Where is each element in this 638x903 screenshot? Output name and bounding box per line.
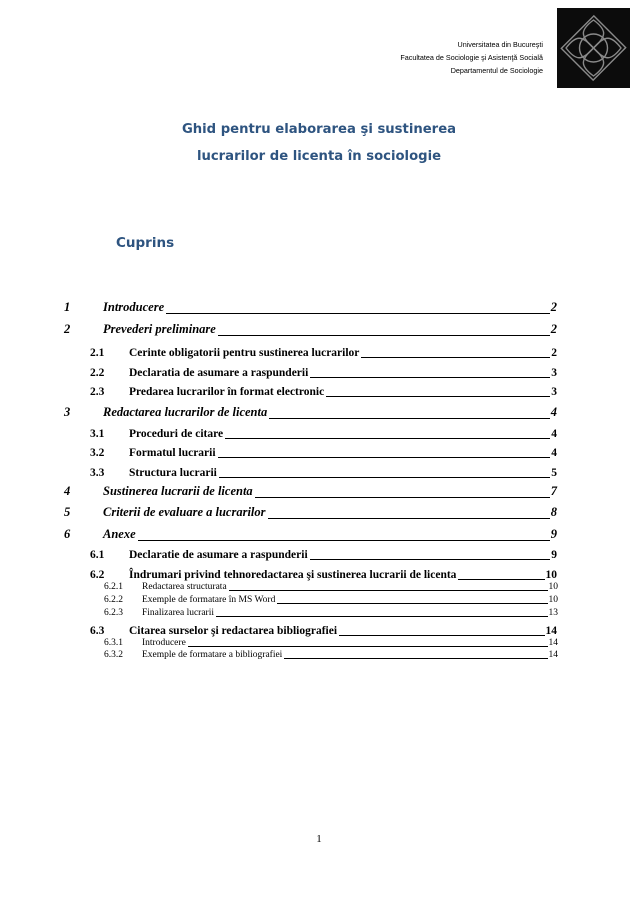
toc-leader-line [310,559,551,560]
toc-entry-page: 14 [548,638,558,648]
toc-entry-page: 4 [550,405,557,419]
toc-entry[interactable] [0,527,638,542]
toc-entry-title: Anexe [103,527,136,541]
toc-entry-number: 2.1 [90,347,105,359]
toc-entry-page: 14 [548,650,558,660]
toc-entry-number: 6.3.2 [104,650,123,660]
toc-entry[interactable] [0,300,638,315]
toc-entry-title: Cerinte obligatorii pentru sustinerea lucrarilor [129,347,360,359]
toc-entry-title: Îndrumari privind tehnoredactarea şi sustinerea lucrarii de licenta [129,569,457,581]
toc-entry-page: 2 [550,322,557,336]
toc-entry-page: 3 [551,367,557,379]
toc-entry-page: 7 [550,484,557,498]
toc-entry-number: 2 [64,322,71,336]
institution-header [400,38,543,77]
toc-entry-title: Declaratia de asumare a raspunderii [129,367,309,379]
toc-entry-title: Exemple de formatare a bibliografiei [142,650,283,660]
toc-entry[interactable] [0,649,638,660]
toc-entry-title: Sustinerea lucrarii de licenta [103,484,253,498]
university-emblem-icon [557,8,630,88]
toc-entry-number: 3.1 [90,428,105,440]
toc-entry-page: 2 [551,347,557,359]
toc-entry-title: Exemple de formatare în MS Word [142,595,276,605]
toc-entry-page: 10 [548,582,558,592]
toc-leader-line [216,616,547,617]
toc-leader-line [326,396,550,397]
toc-entry-title: Criterii de evaluare a lucrarilor [103,505,266,519]
toc-entry-title: Structura lucrarii [129,467,217,479]
toc-entry[interactable] [0,384,638,398]
toc-entry-page: 2 [550,300,557,314]
toc-entry-number: 6.3 [90,625,105,637]
toc-leader-line [361,357,550,358]
toc-entry-number: 6.1 [90,549,105,561]
toc-leader-line [269,418,550,419]
toc-entry-page: 9 [550,527,557,541]
header-university: Universitatea din Bucureşti [457,40,543,49]
toc-leader-line [339,635,544,636]
toc-entry-title: Citarea surselor şi redactarea bibliografiei [129,625,338,637]
toc-entry[interactable] [0,623,638,637]
toc-entry-title: Finalizarea lucrarii [142,608,215,618]
toc-entry-page: 10 [545,569,557,581]
toc-leader-line [188,646,548,647]
toc-leader-line [138,540,550,541]
header-faculty: Facultatea de Sociologie şi Asistenţă Socială [400,53,543,62]
toc-entry-title: Introducere [142,638,186,648]
toc-entry[interactable] [0,607,638,618]
toc-entry-number: 6.2.2 [104,595,123,605]
toc-entry-page: 3 [551,386,557,398]
toc-entry-title: Redactarea lucrarilor de licenta [103,405,268,419]
toc-leader-line [284,658,547,659]
toc-entry-page: 10 [548,595,558,605]
toc-entry-number: 4 [64,484,71,498]
toc-leader-line [218,457,551,458]
toc-leader-line [219,477,550,478]
header-department: Departamentul de Sociologie [450,66,543,75]
document-title-line1: Ghid pentru elaborarea şi sustinerea [181,122,457,137]
toc-leader-line [225,438,550,439]
toc-entry[interactable] [0,345,638,359]
toc-entry-page: 4 [551,428,557,440]
toc-entry-number: 1 [64,300,71,314]
toc-leader-line [277,603,547,604]
toc-entry[interactable] [0,567,638,581]
toc-entry-number: 6 [64,527,71,541]
toc-entry-number: 2.3 [90,386,105,398]
toc-entry[interactable] [0,484,638,499]
toc-entry[interactable] [0,594,638,605]
toc-entry-page: 14 [545,625,557,637]
toc-leader-line [255,497,550,498]
toc-entry-number: 3.3 [90,467,105,479]
toc-leader-line [166,313,550,314]
toc-entry[interactable] [0,465,638,479]
toc-entry[interactable] [0,426,638,440]
toc-entry[interactable] [0,322,638,337]
toc-entry-number: 6.2.1 [104,582,123,592]
toc-entry-page: 9 [551,549,557,561]
toc-entry[interactable] [0,581,638,592]
toc-entry-page: 13 [548,608,558,618]
toc-entry[interactable] [0,637,638,648]
toc-entry[interactable] [0,405,638,420]
toc-leader-line [229,590,548,591]
toc-entry-title: Prevederi preliminare [103,322,216,336]
toc-entry-title: Predarea lucrarilor în format electronic [129,386,325,398]
toc-entry-number: 3.2 [90,447,105,459]
toc-leader-line [310,377,550,378]
toc-entry-number: 3 [64,405,71,419]
toc-entry[interactable] [0,445,638,459]
toc-entry-title: Redactarea structurata [142,582,227,592]
toc-entry-number: 6.3.1 [104,638,123,648]
toc-entry-title: Introducere [103,300,165,314]
document-title-line2: lucrarilor de licenta în sociologie [196,149,442,164]
toc-entry-title: Formatul lucrarii [129,447,216,459]
toc-entry-number: 2.2 [90,367,105,379]
toc-entry[interactable] [0,547,638,561]
toc-entry-number: 6.2 [90,569,105,581]
toc-entry-number: 6.2.3 [104,608,123,618]
toc-leader-line [458,579,544,580]
toc-entry-page: 4 [551,447,557,459]
toc-entry-title: Declaratie de asumare a raspunderii [129,549,308,561]
toc-entry-page: 8 [550,505,557,519]
toc-entry-page: 5 [551,467,557,479]
toc-entry[interactable] [0,505,638,520]
page-number: 1 [316,833,322,845]
toc-heading: Cuprins [116,235,175,251]
toc-entry[interactable] [0,365,638,379]
toc-entry-title: Proceduri de citare [129,428,224,440]
toc-leader-line [218,335,550,336]
toc-entry-number: 5 [64,505,71,519]
toc-leader-line [268,518,550,519]
